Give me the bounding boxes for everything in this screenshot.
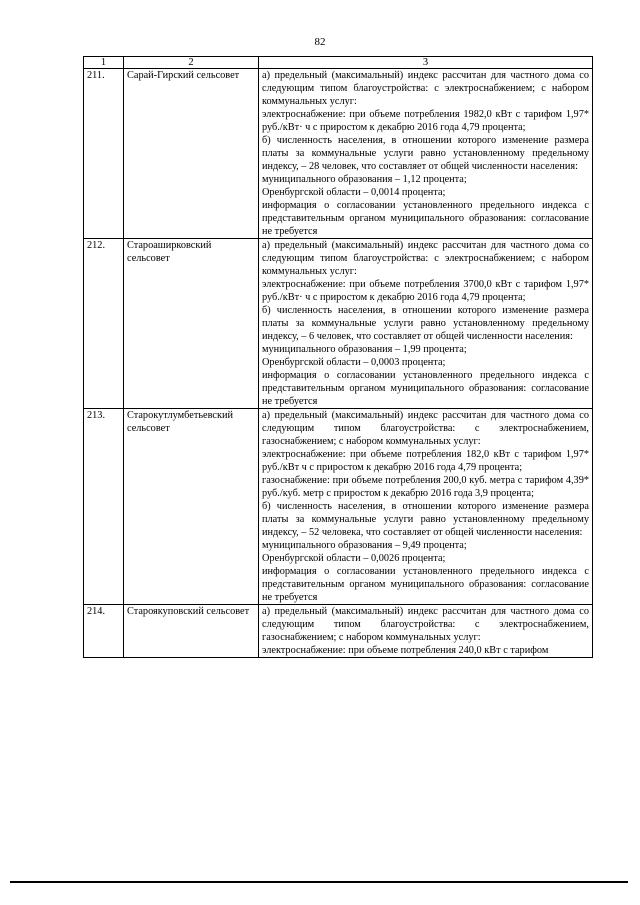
column-header: 2	[124, 57, 259, 69]
bottom-rule	[10, 881, 628, 883]
description-paragraph: информация о согласовании установленного предельного индекса с представительным органом муниципального образования: согласование не требуется	[262, 566, 589, 603]
row-number: 213.	[84, 409, 124, 605]
column-header-row	[84, 57, 593, 69]
description-paragraph: а) предельный (максимальный) индекс рассчитан для частного дома со следующим типом благоустройства: с электроснабжением; с набором коммунальных услуг:	[262, 70, 589, 107]
municipality-name: Сарай-Гирский сельсовет	[124, 69, 259, 239]
table-row	[84, 69, 593, 239]
description-paragraph: а) предельный (максимальный) индекс рассчитан для частного дома со следующим типом благоустройства: с электроснабжением; с набором коммунальных услуг:	[262, 240, 589, 277]
description-paragraph: муниципального образования – 1,12 процента;	[262, 174, 467, 185]
municipality-name: Старокутлумбетьевский сельсовет	[124, 409, 259, 605]
table-row	[84, 239, 593, 409]
description-paragraph: электроснабжение: при объеме потребления 1982,0 кВт с тарифом 1,97* руб./кВт· ч с приростом к декабрю 2016 года 4,79 процента;	[262, 109, 589, 133]
description-paragraph: электроснабжение: при объеме потребления 240,0 кВт с тарифом	[262, 645, 549, 656]
description-paragraph: Оренбургской области – 0,0014 процента;	[262, 187, 446, 198]
row-number: 212.	[84, 239, 124, 409]
index-description	[259, 605, 593, 658]
description-paragraph: а) предельный (максимальный) индекс рассчитан для частного дома со следующим типом благоустройства: с электроснабжением, газоснабжением; с набором коммунальных услуг:	[262, 410, 589, 447]
index-description	[259, 69, 593, 239]
description-paragraph: электроснабжение: при объеме потребления 3700,0 кВт с тарифом 1,97* руб./кВт· ч с приростом к декабрю 2016 года 4,79 процента;	[262, 279, 589, 303]
description-paragraph: б) численность населения, в отношении которого изменение размера платы за коммунальные услуги равно установленному предельному индексу, – 6 человек, что составляет от общей численности населения:	[262, 305, 589, 342]
description-paragraph: муниципального образования – 9,49 процента;	[262, 540, 467, 551]
description-paragraph: электроснабжение: при объеме потребления 182,0 кВт с тарифом 1,97* руб./кВт ч с приростом к декабрю 2016 года 4,79 процента;	[262, 449, 589, 473]
description-paragraph: информация о согласовании установленного предельного индекса с представительным органом муниципального образования: согласование не требуется	[262, 370, 589, 407]
description-paragraph: Оренбургской области – 0,0026 процента;	[262, 553, 446, 564]
description-paragraph: газоснабжение: при объеме потребления 200,0 куб. метра с тарифом 4,39* руб./куб. метр с приростом к декабрю 2016 года 3,9 процента;	[262, 475, 589, 499]
indices-table	[83, 56, 593, 658]
municipality-name: Староаширковский сельсовет	[124, 239, 259, 409]
description-paragraph: б) численность населения, в отношении которого изменение размера платы за коммунальные услуги равно установленному предельному индексу, – 52 человека, что составляет от общей численности населения:	[262, 501, 589, 538]
description-paragraph: б) численность населения, в отношении которого изменение размера платы за коммунальные услуги равно установленному предельному индексу, – 28 человек, что составляет от общей численности населения:	[262, 135, 589, 172]
description-paragraph: Оренбургской области – 0,0003 процента;	[262, 357, 446, 368]
column-header: 1	[84, 57, 124, 69]
index-description	[259, 239, 593, 409]
municipality-name: Староякуповский сельсовет	[124, 605, 259, 658]
description-paragraph: информация о согласовании установленного предельного индекса с представительным органом муниципального образования: согласование не требуется	[262, 200, 589, 237]
table-row	[84, 605, 593, 658]
table-row	[84, 409, 593, 605]
row-number: 214.	[84, 605, 124, 658]
column-header: 3	[259, 57, 593, 69]
index-description	[259, 409, 593, 605]
page-number: 82	[314, 36, 326, 48]
row-number: 211.	[84, 69, 124, 239]
description-paragraph: муниципального образования – 1,99 процента;	[262, 344, 467, 355]
description-paragraph: а) предельный (максимальный) индекс рассчитан для частного дома со следующим типом благоустройства: с электроснабжением, газоснабжением; с набором коммунальных услуг:	[262, 606, 589, 643]
